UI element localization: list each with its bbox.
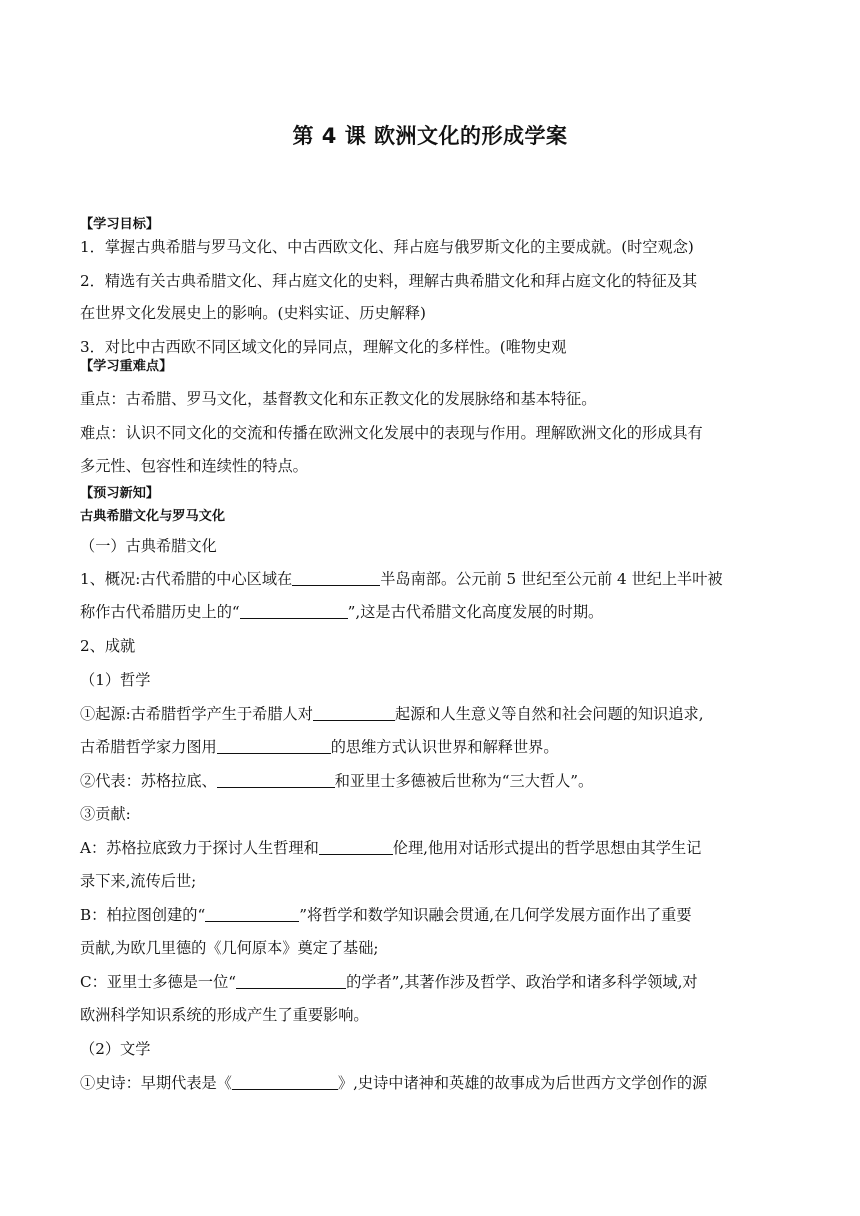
part-1-heading: （一）古典希腊文化 [80, 537, 217, 555]
fill-blank[interactable] [240, 602, 348, 619]
section-heading-key-points: 【学习重难点】 [80, 359, 173, 374]
fill-blank[interactable] [319, 838, 393, 855]
text: 的思维方式认识世界和解释世界。 [330, 738, 559, 756]
goal-item-2: 2．精选有关古典希腊文化、拜占庭文化的史料，理解古典希腊文化和拜占庭文化的特征及其 [80, 272, 698, 290]
philosophy-contribution: ③贡献: [80, 805, 131, 823]
text: ①起源:古希腊哲学产生于希腊人对 [80, 705, 313, 723]
philosophy-heading: （1）哲学 [80, 671, 151, 689]
question-1b [80, 601, 792, 623]
fill-blank[interactable] [217, 737, 331, 754]
text: C：亚里士多德是一位“ [80, 973, 237, 991]
page-title: 第 4 课 欧洲文化的形成学案 [292, 124, 568, 148]
contribution-b [80, 904, 792, 926]
philosophy-origin-2 [80, 736, 792, 758]
text: 古希腊哲学家力图用 [80, 738, 217, 756]
preview-subheading: 古典希腊文化与罗马文化 [80, 509, 226, 524]
fill-blank[interactable] [217, 771, 335, 788]
text: 半岛南部。公元前 5 世纪至公元前 4 世纪上半叶被 [380, 570, 723, 588]
question-1a [80, 568, 792, 590]
section-heading-goals: 【学习目标】 [80, 217, 160, 232]
goal-item-3: 3．对比中古西欧不同区域文化的异同点，理解文化的多样性。(唯物史观 [80, 338, 567, 356]
text: 》,史诗中诸神和英雄的故事成为后世西方文学创作的源 [337, 1074, 708, 1092]
contribution-a [80, 837, 792, 859]
contribution-c-cont: 欧洲科学知识系统的形成产生了重要影响。 [80, 1006, 369, 1024]
contribution-c [80, 971, 792, 993]
literature-epic [80, 1072, 792, 1094]
question-2: 2、成就 [80, 637, 136, 655]
key-point-nandian-1: 难点：认识不同文化的交流和传播在欧洲文化发展中的表现与作用。理解欧洲文化的形成具有 [80, 424, 703, 442]
text: 起源和人生意义等自然和社会问题的知识追求, [394, 705, 704, 723]
goal-item-1: 1．掌握古典希腊与罗马文化、中古西欧文化、拜占庭与俄罗斯文化的主要成就。(时空观念) [80, 238, 694, 256]
fill-blank[interactable] [313, 704, 395, 721]
text: 1、概况:古代希腊的中心区域在 [80, 570, 293, 588]
fill-blank[interactable] [236, 972, 346, 989]
text: 称作古代希腊历史上的“ [80, 603, 240, 621]
fill-blank[interactable] [292, 569, 380, 586]
text: ”将哲学和数学知识融会贯通,在几何学发展方面作出了重要 [299, 906, 692, 924]
philosophy-representatives [80, 770, 792, 792]
literature-heading: （2）文学 [80, 1040, 151, 1058]
philosophy-origin [80, 703, 792, 725]
fill-blank[interactable] [232, 1073, 338, 1090]
key-point-zhongdian: 重点：古希腊、罗马文化，基督教文化和东正教文化的发展脉络和基本特征。 [80, 390, 597, 408]
key-point-nandian-2: 多元性、包容性和连续性的特点。 [80, 457, 308, 475]
text: 和亚里士多德被后世称为“三大哲人”。 [334, 772, 594, 790]
text: ①史诗：早期代表是《 [80, 1074, 232, 1092]
goal-item-2-cont: 在世界文化发展史上的影响。(史料实证、历史解释) [80, 304, 426, 322]
text: ”,这是古代希腊文化高度发展的时期。 [347, 603, 604, 621]
section-heading-preview: 【预习新知】 [80, 486, 160, 501]
text: 的学者”,其著作涉及哲学、政治学和诸多科学领域,对 [346, 973, 698, 991]
text: 伦理,他用对话形式提出的哲学思想由其学生记 [392, 839, 702, 857]
text: ②代表：苏格拉底、 [80, 772, 217, 790]
contribution-b-cont: 贡献,为欧几里德的《几何原本》奠定了基础; [80, 939, 379, 957]
fill-blank[interactable] [205, 905, 299, 922]
text: A：苏格拉底致力于探讨人生哲理和 [80, 839, 319, 857]
contribution-a-cont: 录下来,流传后世; [80, 872, 197, 890]
text: B：柏拉图创建的“ [80, 906, 206, 924]
